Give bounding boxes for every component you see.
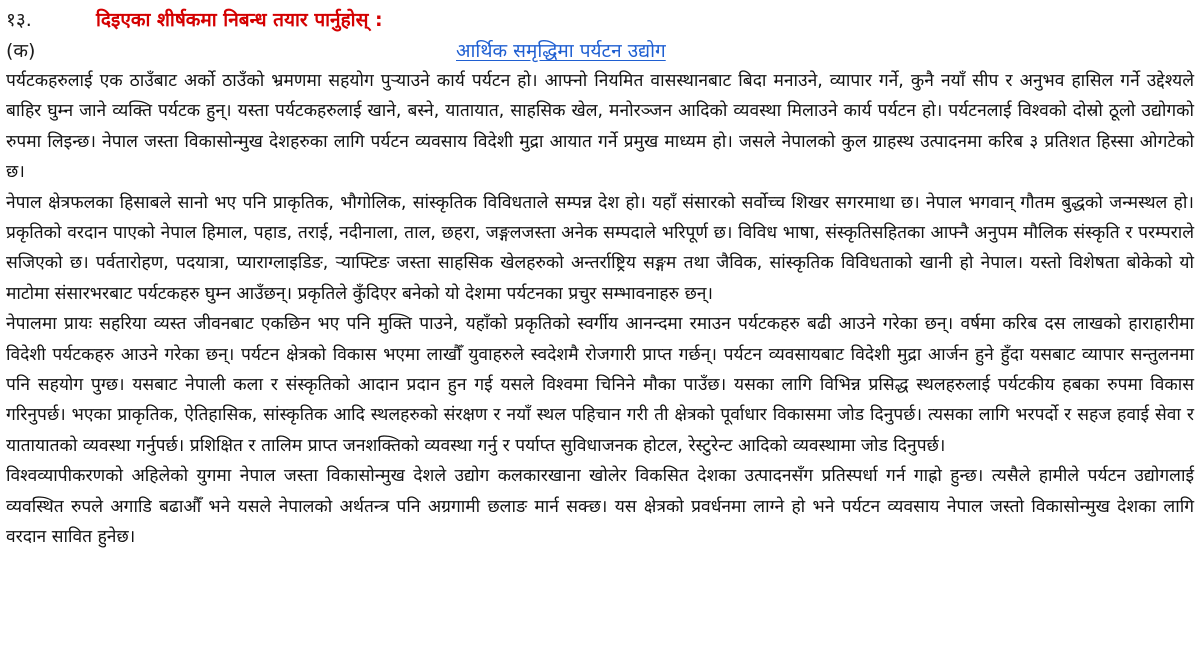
essay-paragraph: नेपाल क्षेत्रफलका हिसाबले सानो भए पनि प्राकृतिक, भौगोलिक, सांस्कृतिक विविधताले सम्पन्न देश हो। यहाँ संसारको सर्वोच्च शिखर सगरमाथा छ। नेपाल भगवान् गौतम बुद्धको जन्मस्थल हो। प्रकृतिको वरदान पाएको नेपाल हिमाल, पहाड, तराई, नदीनाला, ताल, छहरा, जङ्गलजस्ता अनेक सम्पदाले भरिपूर्ण छ। विविध भाषा, संस्कृतिसहितका आफ्नै अनुपम मौलिक संस्कृति र परम्पराले सजिएको छ। पर्वतारोहण, पदयात्रा, प्याराग्लाइडिङ, ऱ्याफ्टिङ जस्ता साहसिक खेलहरुको अन्तर्राष्ट्रिय सङ्गम तथा जैविक, सांस्कृतिक विविधताको खानी हो नेपाल। यस्तो विशेषता बोकेको यो माटोमा संसारभरबाट पर्यटकहरु घुम्न आउँछन्। प्रकृतिले कुँदिएर बनेको यो देशमा पर्यटनका प्रचुर सम्भावनाहरु छन्। bbox=[6, 192, 1194, 304]
essay-paragraph: पर्यटकहरुलाई एक ठाउँबाट अर्को ठाउँको भ्रमणमा सहयोग पुऱ्याउने कार्य पर्यटन हो। आफ्नो नियमित वासस्थानबाट बिदा मनाउने, व्यापार गर्ने, कुनै नयाँ सीप र अनुभव हासिल गर्ने उद्देश्यले बाहिर घुम्न जाने व्यक्ति पर्यटक हुन्। यस्ता पर्यटकहरुलाई खाने, बस्ने, यातायात, साहसिक खेल, मनोरञ्जन आदिको व्यवस्था मिलाउने कार्य पर्यटन हो। पर्यटनलाई विश्वको दोस्रो ठूलो उद्योगको रुपमा लिइन्छ। नेपाल जस्ता विकासोन्मुख देशहरुका लागि पर्यटन व्यवसाय विदेशी मुद्रा आयात गर्ने प्रमुख माध्यम हो। जसले नेपालको कुल ग्राहस्थ उत्पादनमा करिब ३ प्रतिशत हिस्सा ओगटेको छ। bbox=[6, 71, 1194, 183]
essay-paragraph: नेपालमा प्रायः सहरिया व्यस्त जीवनबाट एकछिन भए पनि मुक्ति पाउने, यहाँको प्रकृतिको स्वर्गीय आनन्दमा रमाउन पर्यटकहरु बढी आउने गरेका छन्। वर्षमा करिब दस लाखको हाराहारीमा विदेशी पर्यटकहरु आउने गरेका छन्। पर्यटन क्षेत्रको विकास भएमा लाखौँ युवाहरुले स्वदेशमै रोजगारी प्राप्त गर्छन्। पर्यटन व्यवसायबाट विदेशी मुद्रा आर्जन हुने हुँदा यसबाट व्यापार सन्तुलनमा पनि सहयोग पुग्छ। यसबाट नेपाली कला र संस्कृतिको आदान प्रदान हुन गई यसले विश्वमा चिनिने मौका पाउँछ। यसका लागि विभिन्न प्रसिद्ध स्थलहरुलाई पर्यटकीय हबका रुपमा विकास गरिनुपर्छ। भएका प्राकृतिक, ऐतिहासिक, सांस्कृतिक आदि स्थलहरुको संरक्षण र नयाँ स्थल पहिचान गरी ती क्षेत्रको पूर्वाधार विकासमा जोड दिनुपर्छ। त्यसका लागि भरपर्दो र सहज हवाई सेवा र यातायातको व्यवस्था गर्नुपर्छ। प्रशिक्षित र तालिम प्राप्त जनशक्तिको व्यवस्था गर्नु र पर्याप्त सुविधाजनक होटल, रेस्टुरेन्ट आदिको व्यवस्थामा जोड दिनुपर्छ। bbox=[6, 314, 1194, 456]
question-instruction: दिइएका शीर्षकमा निबन्ध तयार पार्नुहोस् : bbox=[96, 9, 383, 31]
question-header bbox=[6, 4, 1196, 34]
essay-header bbox=[6, 36, 1196, 64]
essay-paragraph: विश्वव्यापीकरणको अहिलेको युगमा नेपाल जस्ता विकासोन्मुख देशले उद्योग कलकारखाना खोलेर विकसित देशका उत्पादनसँग प्रतिस्पर्धा गर्न गाह्रो हुन्छ। त्यसैले हामीले पर्यटन उद्योगलाई व्यवस्थित रुपले अगाडि बढाऔँ भने यसले नेपालको अर्थतन्त्र पनि अग्रगामी छलाङ मार्न सक्छ। यस क्षेत्रको प्रवर्धनमा लाग्ने हो भने पर्यटन व्यवसाय नेपाल जस्तो विकासोन्मुख देशका लागि वरदान सावित हुनेछ। bbox=[6, 466, 1194, 548]
essay-body bbox=[6, 66, 1194, 662]
question-number: १३. bbox=[6, 9, 32, 31]
essay-label: (क) bbox=[6, 40, 36, 62]
essay-title: आर्थिक समृद्धिमा पर्यटन उद्योग bbox=[456, 40, 666, 62]
